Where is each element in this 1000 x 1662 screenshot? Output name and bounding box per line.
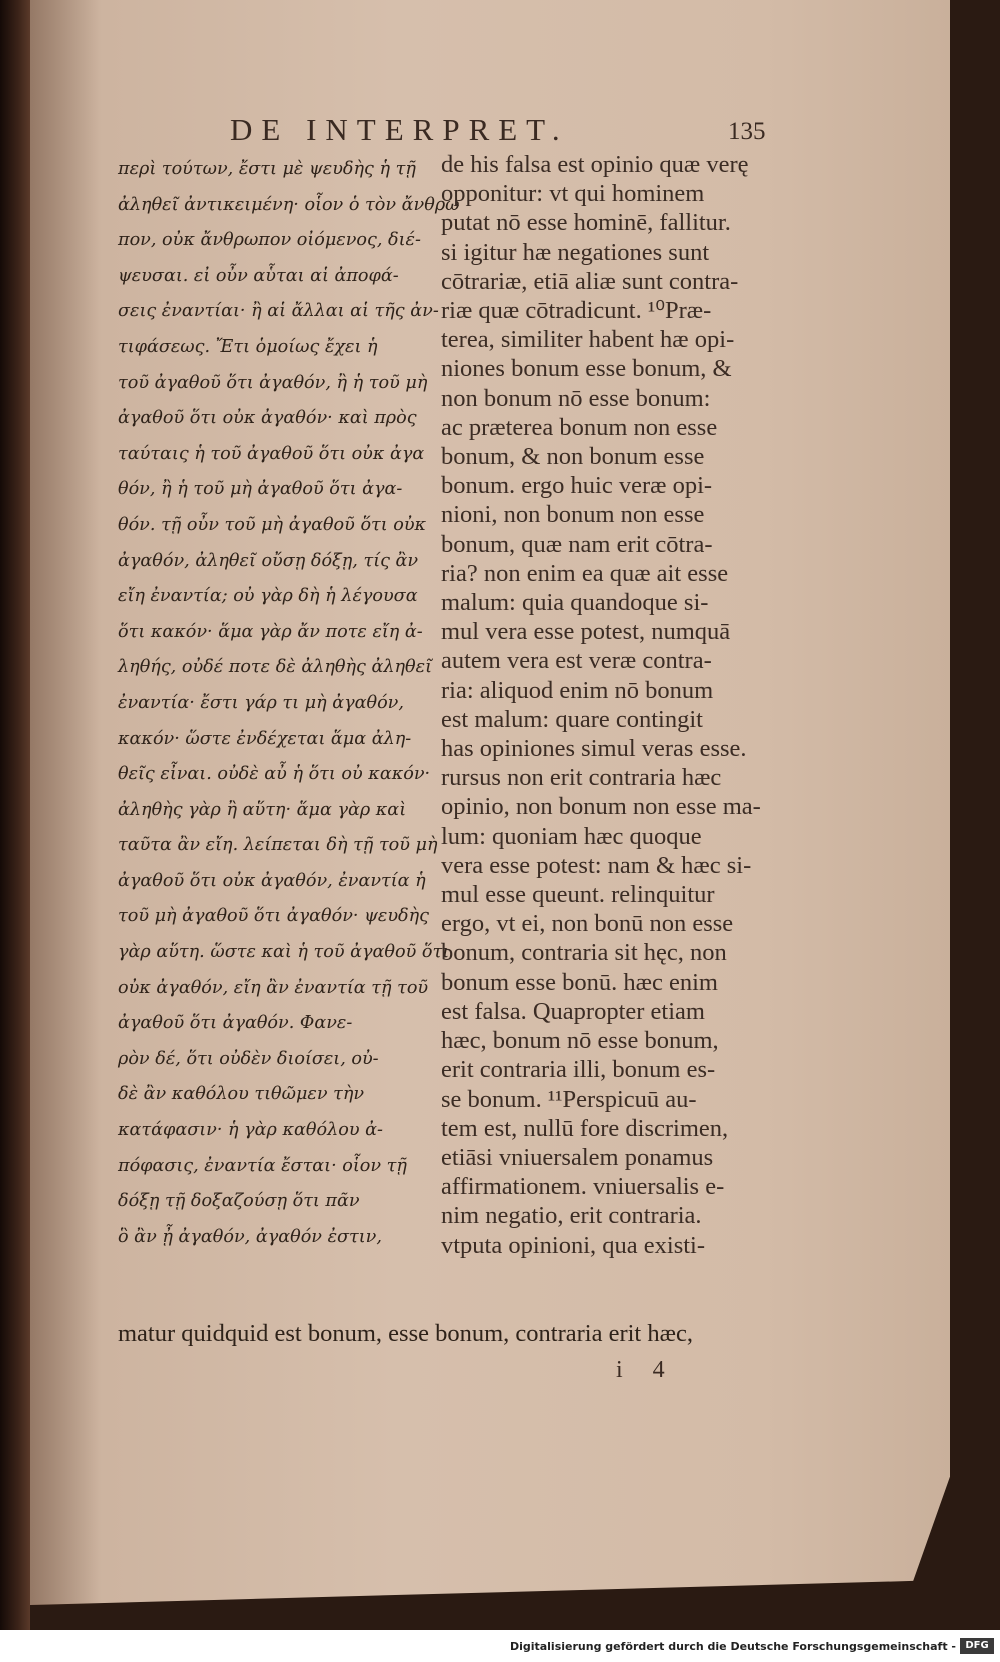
greek-line: πον, οὐκ ἄνθρωπον οἰόμενος, διέ- <box>118 230 421 251</box>
latin-line: opinio, non bonum non esse ma- <box>441 793 761 821</box>
greek-line: κατάφασιν· ἡ γὰρ καθόλου ἀ- <box>118 1120 383 1141</box>
latin-line: cōtrariæ, etiā aliæ sunt contra- <box>441 267 739 295</box>
greek-line: τιφάσεως. Ἔτι ὁμοίως ἔχει ἡ <box>118 336 378 357</box>
latin-line: niones bonum esse bonum, & <box>441 355 732 383</box>
latin-line: ac præterea bonum non esse <box>441 413 718 441</box>
greek-line: εἴη ἐναντία; οὐ γὰρ δὴ ἡ λέγουσα <box>118 586 418 607</box>
greek-line: ψευσαι. εἰ οὖν αὗται αἱ ἀποφά- <box>118 265 399 286</box>
greek-line: ταύταις ἡ τοῦ ἀγαθοῦ ὅτι οὐκ ἀγα <box>118 443 425 464</box>
greek-line: ἀληθὴς γὰρ ἢ αὕτη· ἅμα γὰρ καὶ <box>118 799 407 820</box>
page-gutter-shadow <box>30 0 100 1605</box>
greek-line: πόφασις, ἐναντία ἔσται· οἷον τῇ <box>118 1155 407 1176</box>
greek-line: ρὸν δέ, ὅτι οὐδὲν διοίσει, οὐ- <box>118 1048 379 1069</box>
latin-line: ergo, vt ei, non bonū non esse <box>441 910 734 938</box>
greek-text-column <box>118 152 460 1255</box>
latin-line: bonum esse bonū. hæc enim <box>441 968 718 996</box>
book-cover-edge <box>0 0 30 1630</box>
latin-line: mul vera esse potest, numquā <box>441 618 731 646</box>
latin-line: nioni, non bonum non esse <box>441 501 705 529</box>
full-width-bottom-line: matur quidquid est bonum, esse bonum, contraria erit hæc, <box>118 1320 693 1347</box>
latin-line: ria: aliquod enim nō bonum <box>441 676 714 704</box>
running-head: DE INTERPRET. <box>230 112 569 147</box>
greek-line: κακόν· ὥστε ἐνδέχεται ἅμα ἀλη- <box>118 728 412 749</box>
latin-line: ria? non enim ea quæ ait esse <box>441 559 729 587</box>
latin-line: opponitur: vt qui hominem <box>441 180 705 208</box>
latin-line: riæ quæ cōtradicunt. ¹⁰Præ- <box>441 297 712 325</box>
latin-line: bonum, contraria sit hęc, non <box>441 939 727 967</box>
greek-line: ἀγαθοῦ ὅτι οὐκ ἀγαθόν, ἐναντία ἡ <box>118 870 426 891</box>
latin-line: terea, similiter habent hæ opi- <box>441 326 735 354</box>
latin-line: mul esse queunt. relinquitur <box>441 881 715 909</box>
latin-line: malum: quia quandoque si- <box>441 589 709 617</box>
dfg-logo: DFG <box>960 1638 994 1654</box>
latin-line: has opiniones simul veras esse. <box>441 735 747 763</box>
latin-line: tem est, nullū fore discrimen, <box>441 1114 729 1142</box>
greek-line: περὶ τούτων, ἔστι μὲ ψευδὴς ἡ τῇ <box>118 159 416 179</box>
signature-mark: i 4 <box>616 1357 677 1383</box>
greek-line: σεις ἐναντίαι· ἢ αἱ ἄλλαι αἱ τῆς ἀν- <box>118 301 439 322</box>
greek-line: τοῦ ἀγαθοῦ ὅτι ἀγαθόν, ἢ ἡ τοῦ μὴ <box>118 372 428 393</box>
latin-line: bonum, quæ nam erit cōtra- <box>441 530 713 558</box>
latin-line: non bonum nō esse bonum: <box>441 384 711 412</box>
latin-line: si igitur hæ negationes sunt <box>441 238 710 266</box>
greek-line: δὲ ἂν καθόλου τιθῶμεν τὴν <box>118 1084 365 1105</box>
greek-line: οὐκ ἀγαθόν, εἴη ἂν ἐναντία τῇ τοῦ <box>118 977 429 998</box>
greek-line: θεῖς εἶναι. οὐδὲ αὖ ἡ ὅτι οὐ κακόν· <box>118 764 431 785</box>
latin-line: vera esse potest: nam & hæc si- <box>441 851 752 879</box>
greek-line: ὃ ἂν ᾖ ἀγαθόν, ἀγαθόν ἐστιν, <box>118 1226 382 1247</box>
greek-line: θόν. τῇ οὖν τοῦ μὴ ἀγαθοῦ ὅτι οὐκ <box>118 514 427 535</box>
latin-line: rursus non erit contraria hæc <box>441 764 722 792</box>
latin-line: erit contraria illi, bonum es- <box>441 1056 716 1084</box>
latin-line: affirmationem. vniuersalis e- <box>441 1173 725 1201</box>
greek-line: θόν, ἢ ἡ τοῦ μὴ ἀγαθοῦ ὅτι ἀγα- <box>118 479 403 500</box>
greek-line: ἀγαθόν, ἀληθεῖ οὔσῃ δόξῃ, τίς ἂν <box>118 550 419 571</box>
page-number: 135 <box>728 118 766 145</box>
latin-line: etiāsi vniuersalem ponamus <box>441 1143 714 1171</box>
greek-line: ἀγαθοῦ ὅτι ἀγαθόν. Φανε- <box>118 1013 353 1034</box>
latin-line: de his falsa est opinio quæ verę <box>441 151 749 178</box>
greek-line: ἀγαθοῦ ὅτι οὐκ ἀγαθόν· καὶ πρὸς <box>118 408 417 429</box>
greek-line: ἀληθεῖ ἀντικειμένη· οἷον ὁ τὸν ἄνθρω <box>118 194 460 215</box>
latin-line: nim negatio, erit contraria. <box>441 1202 702 1230</box>
latin-line: se bonum. ¹¹Perspicuū au- <box>441 1085 697 1113</box>
greek-line: ὅτι κακόν· ἅμα γὰρ ἄν ποτε εἴη ἀ- <box>118 621 423 642</box>
latin-line: bonum. ergo huic veræ opi- <box>441 472 713 500</box>
latin-text-column <box>441 150 771 1260</box>
latin-line: autem vera est veræ contra- <box>441 647 712 675</box>
greek-line: δόξῃ τῇ δοξαζούσῃ ὅτι πᾶν <box>118 1191 360 1212</box>
latin-line: bonum, & non bonum esse <box>441 443 705 471</box>
latin-line: putat nō esse hominē, fallitur. <box>441 209 731 237</box>
footer-credit: Digitalisierung gefördert durch die Deutsche Forschungsgemeinschaft - <box>509 1640 956 1653</box>
latin-line: lum: quoniam hæc quoque <box>441 822 702 850</box>
latin-line: vtputa opinioni, qua existi- <box>441 1231 706 1259</box>
greek-line: γὰρ αὕτη. ὥστε καὶ ἡ τοῦ ἀγαθοῦ ὅτι <box>118 942 450 963</box>
greek-line: ληθής, οὐδέ ποτε δὲ ἀληθὴς ἀληθεῖ <box>118 657 432 678</box>
greek-line: τοῦ μὴ ἀγαθοῦ ὅτι ἀγαθόν· ψευδὴς <box>118 906 430 927</box>
greek-line: ἐναντία· ἔστι γάρ τι μὴ ἀγαθόν, <box>118 692 404 713</box>
greek-line: ταῦτα ἂν εἴη. λείπεται δὴ τῇ τοῦ μὴ <box>118 835 438 856</box>
latin-line: est malum: quare contingit <box>441 705 703 733</box>
latin-line: est falsa. Quapropter etiam <box>441 997 705 1025</box>
latin-line: hæc, bonum nō esse bonum, <box>441 1027 719 1055</box>
